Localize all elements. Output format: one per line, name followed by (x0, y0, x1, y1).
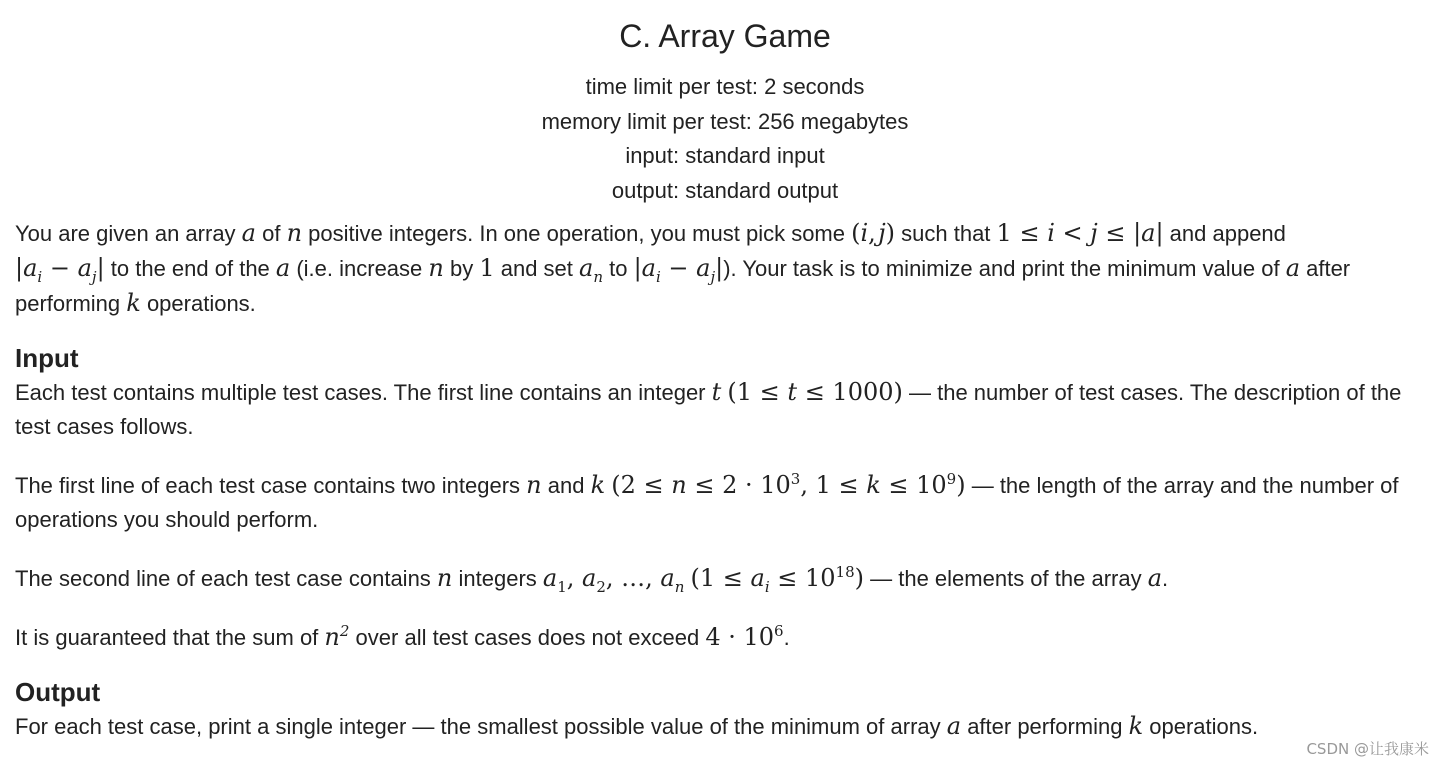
output-heading: Output (15, 677, 101, 707)
problem-header (15, 16, 1435, 208)
problem-statement (15, 0, 1435, 744)
watermark: CSDN @让我康米 (1306, 740, 1429, 758)
input-spec: input: standard input (625, 143, 825, 168)
output-paragraph: For each test case, print a single integer — the smallest possible value of the minimum of array a after performing k operations. (15, 712, 1259, 740)
legend-paragraph (15, 216, 1435, 321)
input-paragraph-2: The first line of each test case contains two integers n and k ($2 \le n \le 2 \cdot 10^3$, $1 \le k \le 10^9$) — the length of the array and the number of operations you should perform. (15, 470, 1399, 532)
problem-limits (15, 70, 1435, 208)
input-paragraph-4: It is guaranteed that the sum of $n^2$ over all test cases does not exceed $4 \cdot 10^6$. (15, 622, 790, 651)
input-paragraph-3: The second line of each test case contains n integers $a_1$, $a_2$, …, $a_n$ $(1 \le a_i \le 10^{18})$ — the elements of the array a. (15, 563, 1169, 596)
legend-text: You are given an array a of n positive integers. In one operation, you must pick some (i, j) such that 1 ≤ i < j ≤ |a| and append $|a_i - a_j|$ to the end of the a (i.e. increase n by 1 and set $a_n$ to $|a_i - a_j|$). Your task is to minimize and print the minimum value of a after performing k operations. (15, 219, 1351, 317)
memory-limit: memory limit per test: 256 megabytes (541, 108, 909, 134)
time-limit: time limit per test: 2 seconds (585, 74, 865, 99)
input-heading: Input (15, 343, 79, 373)
output-section (15, 675, 1435, 744)
input-paragraph-1: Each test contains multiple test cases. The first line contains an integer t (1 ≤ t ≤ 1000) — the number of test cases. The description of the test cases follows. (15, 378, 1402, 439)
output-spec: output: standard output (611, 177, 839, 203)
input-section (15, 341, 1435, 655)
problem-title: C. Array Game (619, 18, 831, 54)
